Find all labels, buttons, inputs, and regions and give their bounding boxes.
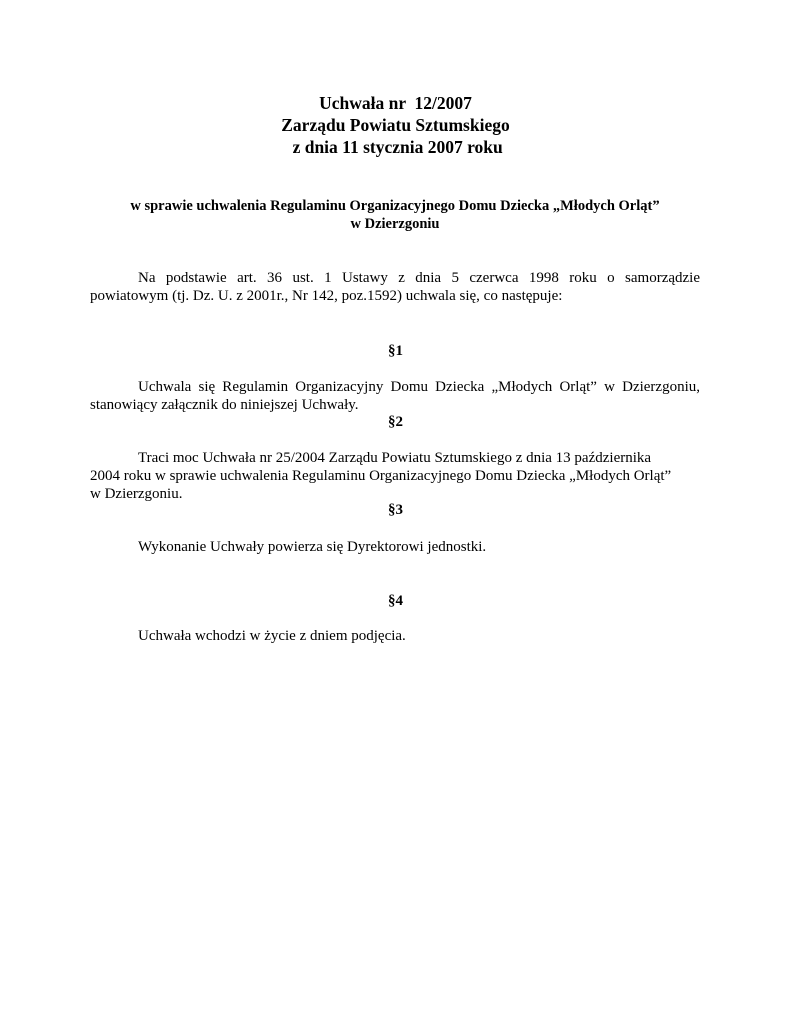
resolution-date: z dnia 11 stycznia 2007 roku: [288, 137, 503, 157]
resolution-number: Uchwała nr 12/2007: [319, 93, 472, 113]
issuing-body: Zarządu Powiatu Sztumskiego: [281, 115, 510, 135]
section-1-line-1: Uchwala się Regulamin Organizacyjny Domu Dziecka „Młodych Orląt” w Dzierzgoniu,: [138, 379, 700, 395]
section-2-line-2: 2004 roku w sprawie uchwalenia Regulaminu Organizacyjnego Domu Dziecka „Młodych Orląt”: [90, 468, 672, 484]
section-heading-2: §2: [388, 414, 403, 430]
section-heading-4: §4: [388, 593, 403, 609]
intro-line-2: powiatowym (tj. Dz. U. z 2001r., Nr 142, poz.1592) uchwala się, co następuje:: [90, 288, 563, 304]
section-2-line-1: Traci moc Uchwała nr 25/2004 Zarządu Powiatu Sztumskiego z dnia 13 października: [138, 450, 652, 466]
intro-paragraph: [90, 269, 700, 305]
section-2-paragraph: [90, 449, 700, 503]
subject-line-1: w sprawie uchwalenia Regulaminu Organizacyjnego Domu Dziecka „Młodych Orląt”: [130, 198, 660, 214]
section-2-line-3: w Dzierzgoniu.: [90, 486, 183, 502]
section-4-line-1: Uchwała wchodzi w życie z dniem podjęcia.: [138, 628, 406, 644]
section-4-paragraph: [90, 627, 700, 645]
intro-line-1: Na podstawie art. 36 ust. 1 Ustawy z dnia 5 czerwca 1998 roku o samorządzie: [138, 270, 700, 286]
section-3-line-1: Wykonanie Uchwały powierza się Dyrektorowi jednostki.: [138, 539, 487, 555]
section-heading-1: §1: [388, 343, 403, 359]
resolution-title: [0, 92, 791, 158]
subject-line-2: w Dzierzgoniu: [350, 216, 440, 232]
section-1-paragraph: [90, 378, 700, 414]
section-1-line-2: stanowiący załącznik do niniejszej Uchwały.: [90, 397, 359, 413]
section-3-paragraph: [90, 538, 700, 556]
section-heading-3: §3: [388, 502, 403, 518]
resolution-subject: [90, 197, 700, 233]
